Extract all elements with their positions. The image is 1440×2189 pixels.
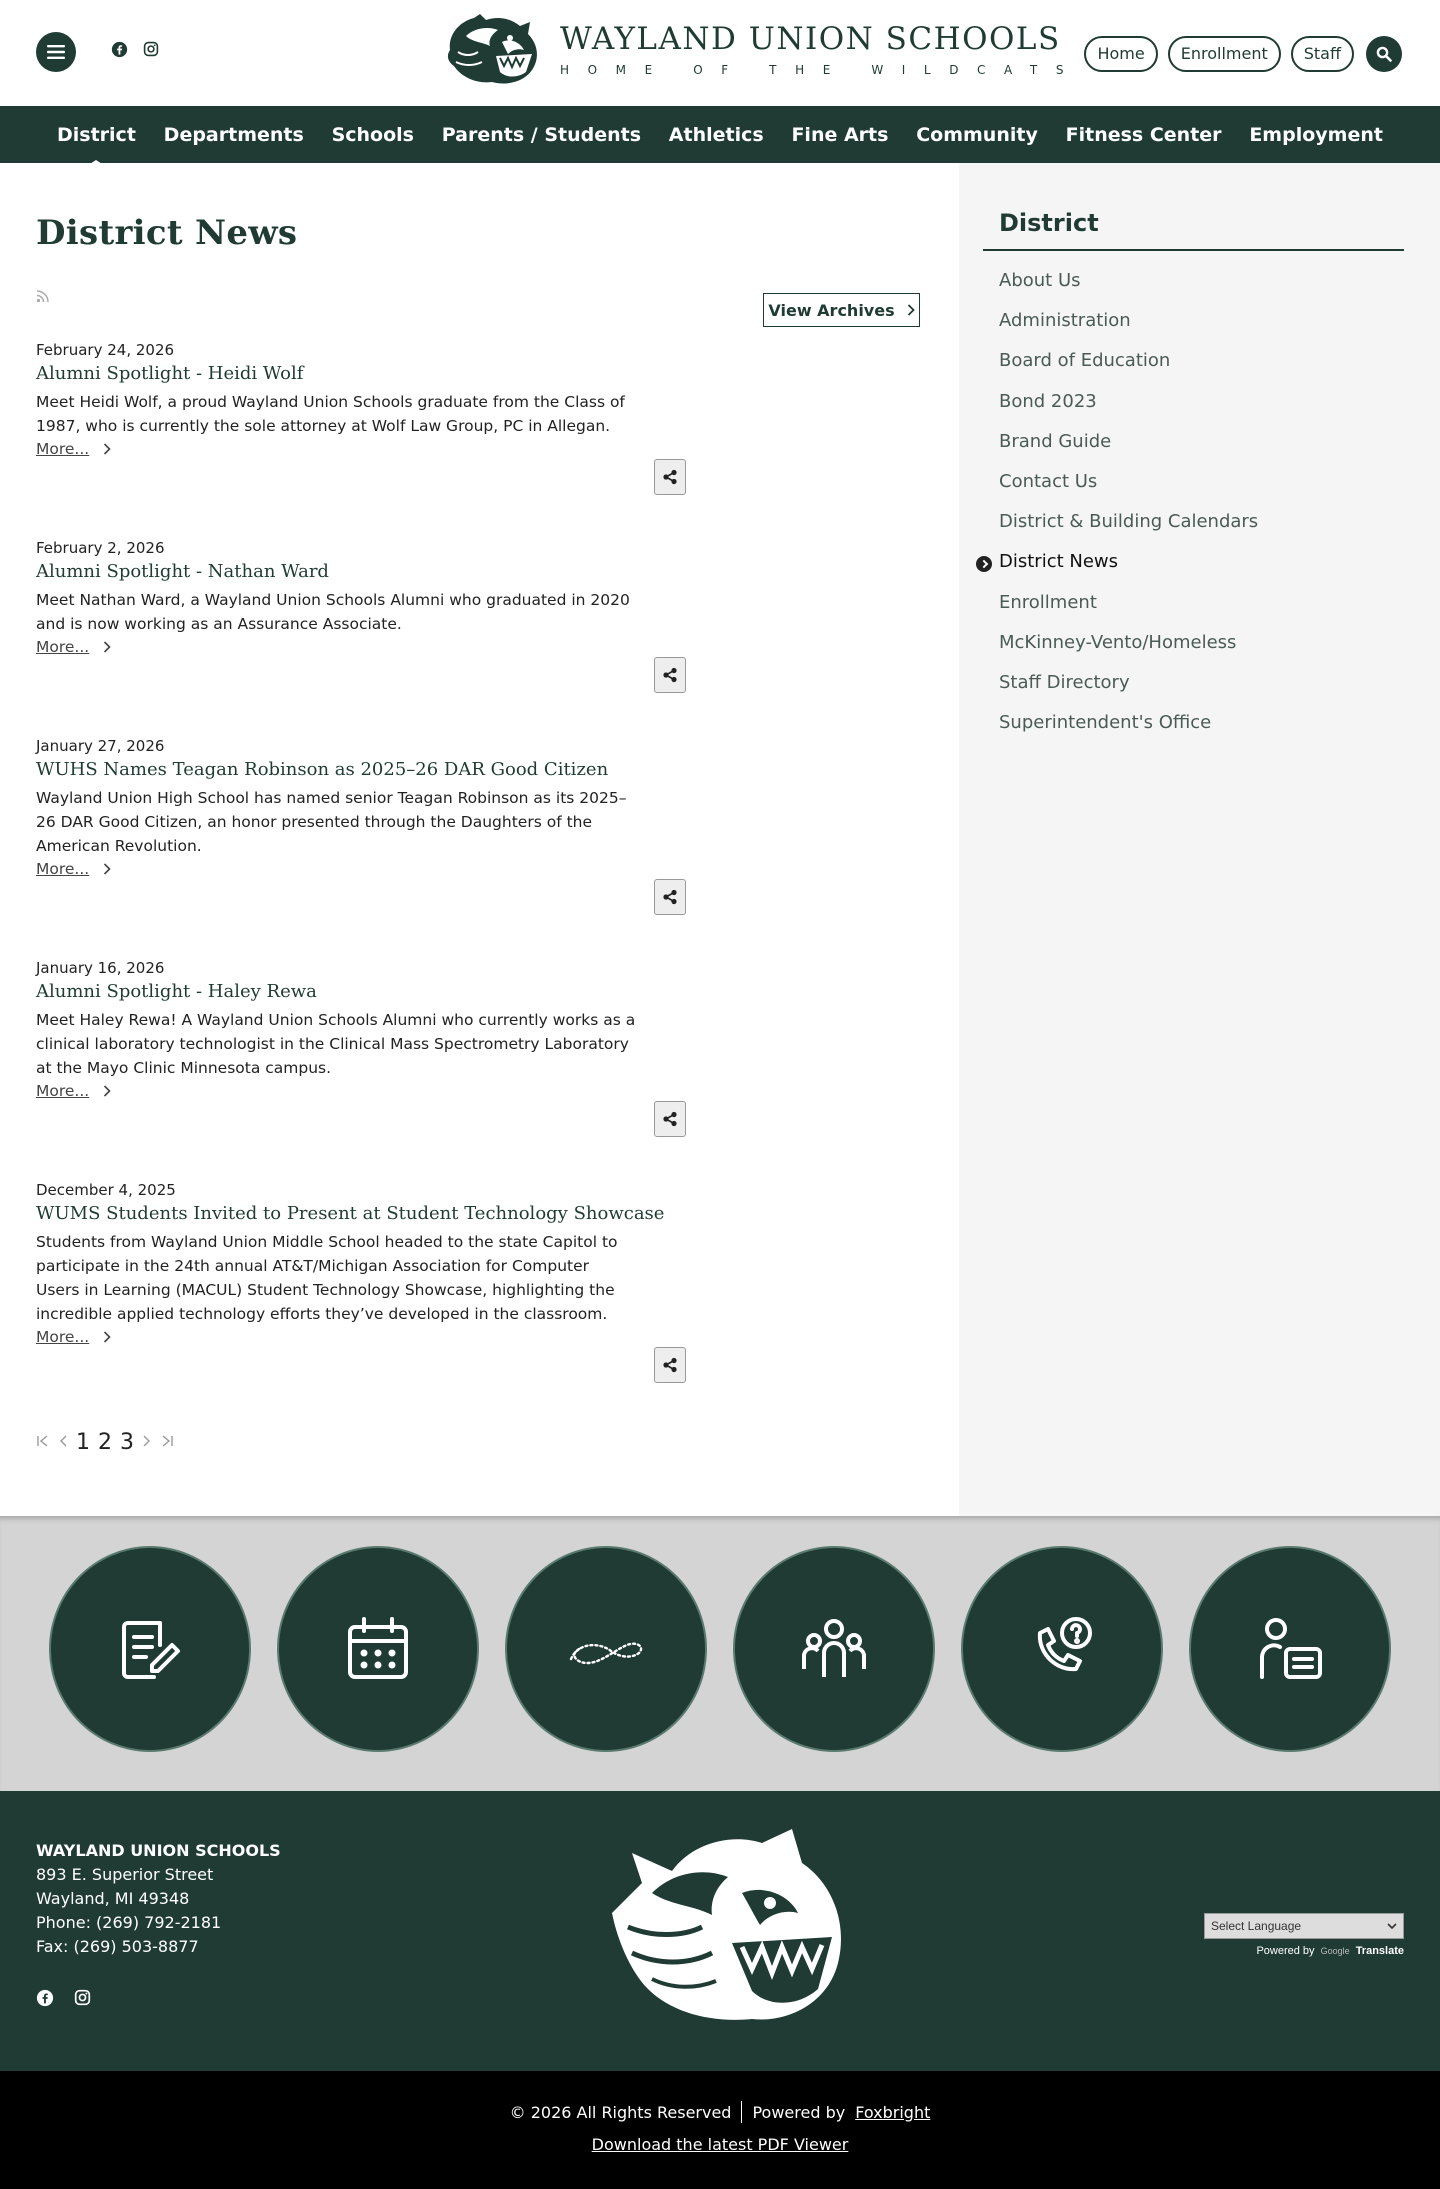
news-summary: Meet Heidi Wolf, a proud Wayland Union Schools graduate from the Class of 1987, who is currently the sole attorney at Wolf Law Group, PC in Allegan. (36, 393, 625, 435)
rss-icon[interactable] (36, 288, 50, 307)
news-title-link[interactable]: Alumni Spotlight - Heidi Wolf (36, 363, 304, 384)
chevron-right-icon (103, 863, 111, 875)
translate-powered-by (1204, 1945, 1404, 1957)
copyright-line (0, 2101, 1440, 2123)
footer-street: 893 E. Superior Street (36, 1865, 214, 1884)
header-social-links (110, 40, 160, 58)
news-item (36, 539, 686, 656)
chevron-right-icon (103, 1331, 111, 1343)
site-footer (0, 1791, 1440, 2071)
quick-links (1084, 36, 1402, 72)
phone-question-button[interactable] (961, 1546, 1163, 1752)
sidebar-item-district-news[interactable]: District News (999, 542, 1404, 582)
footer-school-name: WAYLAND UNION SCHOOLS (36, 1841, 281, 1860)
share-button[interactable] (654, 1101, 686, 1137)
instagram-icon[interactable] (142, 40, 160, 58)
news-summary: Wayland Union High School has named senior Teagan Robinson as its 2025–26 DAR Good Citizen, an honor presented through the Daughters of the American Revolution. (36, 789, 627, 855)
footer-phone: Phone: (269) 792-2181 (36, 1913, 222, 1932)
enrollment-link-button[interactable]: Enrollment (1168, 36, 1281, 72)
footer-fax: Fax: (269) 503-8877 (36, 1937, 199, 1956)
more-label: More... (36, 1082, 90, 1100)
chevron-right-icon (103, 1085, 111, 1097)
nav-item-athletics[interactable]: Athletics (668, 123, 764, 146)
sidebar-item-superintendent[interactable]: Superintendent's Office (999, 712, 1212, 734)
more-label: More... (36, 440, 90, 458)
sidebar-item-board-of-education[interactable]: Board of Education (999, 350, 1171, 372)
nav-item-employment[interactable]: Employment (1249, 123, 1383, 146)
translate-powered-label: Powered by (1256, 1945, 1315, 1957)
search-button[interactable] (1366, 36, 1402, 72)
logo-subtitle: HOME OF THE WILDCATS (560, 63, 1083, 77)
family-icon (794, 1609, 874, 1689)
chevron-right-icon (103, 443, 111, 455)
news-title-link[interactable]: WUHS Names Teagan Robinson as 2025–26 DAR Good Citizen (36, 759, 609, 780)
main-column (0, 163, 959, 1516)
page-link-3[interactable]: 3 (120, 1430, 134, 1455)
hamburger-menu-button[interactable] (36, 32, 76, 72)
wildcat-mascot-icon (592, 1823, 852, 2027)
last-page-icon[interactable] (160, 1433, 174, 1452)
footer-social-links (36, 1989, 91, 2011)
document-edit-icon (110, 1609, 190, 1689)
sidebar-item-contact-us[interactable]: Contact Us (999, 470, 1098, 492)
nav-item-fitness-center[interactable]: Fitness Center (1065, 123, 1222, 146)
bead-string-button[interactable] (505, 1546, 707, 1752)
news-summary: Meet Haley Rewa! A Wayland Union Schools Alumni who currently works as a clinical laboratory technologist in the Clinical Mass Spectrometry Laboratory at the Mayo Clinic Minnesota campus. (36, 1011, 636, 1077)
home-link-button[interactable]: Home (1084, 36, 1157, 72)
sidebar-item-administration[interactable]: Administration (999, 310, 1131, 332)
separator (741, 2101, 742, 2123)
bottom-bar (0, 2071, 1440, 2189)
share-icon (662, 667, 678, 683)
prev-page-icon[interactable] (58, 1433, 68, 1452)
staff-directory-icon (1250, 1609, 1330, 1689)
news-date: January 16, 2026 (36, 959, 165, 977)
news-date: February 24, 2026 (36, 341, 175, 359)
menu-icon (47, 45, 65, 59)
sidebar-item-brand-guide[interactable]: Brand Guide (999, 430, 1112, 452)
staff-directory-button[interactable] (1189, 1546, 1391, 1752)
translate-link[interactable]: Translate (1355, 1945, 1404, 1957)
news-item (36, 341, 686, 458)
instagram-icon[interactable] (74, 1989, 91, 2011)
chevron-down-icon (1387, 1922, 1397, 1930)
news-item (36, 737, 686, 878)
sidebar-item-calendars[interactable]: District & Building Calendars (999, 511, 1259, 533)
language-select-label: Select Language (1211, 1919, 1302, 1933)
share-button[interactable] (654, 657, 686, 693)
search-icon (1376, 46, 1392, 62)
share-button[interactable] (654, 1347, 686, 1383)
more-link[interactable] (36, 638, 686, 656)
powered-by-label: Powered by (752, 2102, 846, 2122)
news-date: February 2, 2026 (36, 539, 165, 557)
nav-item-community[interactable]: Community (916, 123, 1038, 146)
sidebar-menu (999, 261, 1404, 743)
document-edit-button[interactable] (49, 1546, 251, 1752)
page-title: District News (36, 213, 298, 253)
sidebar-item-about-us[interactable]: About Us (999, 270, 1081, 291)
more-link[interactable] (36, 440, 686, 458)
sidebar-item-mckinney-vento[interactable]: McKinney-Vento/Homeless (999, 631, 1237, 653)
news-summary: Meet Nathan Ward, a Wayland Union Schools Alumni who graduated in 2020 and is now working as an Assurance Associate. (36, 591, 630, 633)
more-link[interactable] (36, 860, 686, 878)
sidebar-item-enrollment[interactable]: Enrollment (999, 591, 1097, 613)
more-link[interactable] (36, 1082, 686, 1100)
news-summary: Students from Wayland Union Middle School headed to the state Capitol to participate in the 24th annual AT&T/Michigan Association for Computer Users in Learning (MACUL) Student Technology Showcase, highlighting the incredible applied technology efforts they’ve developed in the classroom. (36, 1233, 618, 1323)
sidebar (959, 163, 1440, 1516)
next-page-icon[interactable] (142, 1433, 152, 1452)
nav-item-parents-students[interactable]: Parents / Students (441, 123, 642, 146)
nav-item-departments[interactable]: Departments (163, 123, 304, 146)
copyright-text: © 2026 All Rights Reserved (509, 2102, 732, 2122)
wildcat-logo-icon (444, 12, 544, 86)
facebook-icon[interactable] (36, 1989, 54, 2011)
more-label: More... (36, 638, 90, 656)
page-link-1[interactable]: 1 (76, 1430, 90, 1455)
calendar-icon (338, 1609, 418, 1689)
staff-link-button[interactable]: Staff (1291, 36, 1354, 72)
facebook-icon[interactable] (110, 40, 128, 58)
news-date: December 4, 2025 (36, 1181, 176, 1199)
sidebar-title: District (983, 209, 1404, 251)
more-label: More... (36, 860, 90, 878)
foxbright-link[interactable]: Foxbright (855, 2102, 931, 2122)
google-logo-text: Google (1320, 1946, 1350, 1956)
pdf-viewer-link[interactable]: Download the latest PDF Viewer (591, 2135, 849, 2154)
more-link[interactable] (36, 1328, 686, 1346)
site-logo[interactable] (444, 12, 1082, 86)
main-navigation (0, 106, 1440, 163)
footer-address (36, 1839, 281, 1959)
sidebar-item-bond-2023[interactable]: Bond 2023 (999, 390, 1097, 412)
news-item (36, 959, 686, 1100)
site-header (0, 0, 1440, 106)
share-icon (662, 469, 678, 485)
family-button[interactable] (733, 1546, 935, 1752)
share-icon (662, 1111, 678, 1127)
language-select[interactable] (1204, 1913, 1404, 1939)
chevron-right-icon (103, 641, 111, 653)
news-item (36, 1181, 686, 1346)
share-icon (662, 1357, 678, 1373)
news-date: January 27, 2026 (36, 737, 165, 755)
bead-string-icon (561, 1619, 651, 1679)
page-link-2[interactable]: 2 (98, 1430, 112, 1455)
first-page-icon[interactable] (36, 1433, 50, 1452)
logo-title: WAYLAND UNION SCHOOLS (560, 21, 1061, 57)
footer-city: Wayland, MI 49348 (36, 1889, 190, 1908)
chevron-right-icon (907, 304, 915, 316)
nav-item-district[interactable]: District (57, 123, 136, 146)
pagination (36, 1430, 174, 1455)
nav-item-fine-arts[interactable]: Fine Arts (791, 123, 889, 146)
page-content (0, 163, 1440, 1516)
share-icon (662, 889, 678, 905)
quick-icon-band (0, 1516, 1440, 1791)
google-translate-widget (1204, 1913, 1404, 1957)
nav-item-schools[interactable]: Schools (331, 123, 414, 146)
calendar-button[interactable] (277, 1546, 479, 1752)
phone-question-icon (1022, 1609, 1102, 1689)
more-label: More... (36, 1328, 90, 1346)
view-archives-label: View Archives (768, 300, 895, 320)
share-button[interactable] (654, 879, 686, 915)
view-archives-button[interactable] (763, 293, 920, 327)
sidebar-item-staff-directory[interactable]: Staff Directory (999, 671, 1130, 693)
news-title-link[interactable]: Alumni Spotlight - Nathan Ward (36, 561, 329, 582)
news-title-link[interactable]: Alumni Spotlight - Haley Rewa (36, 981, 317, 1002)
share-button[interactable] (654, 459, 686, 495)
news-title-link[interactable]: WUMS Students Invited to Present at Student Technology Showcase (36, 1203, 665, 1224)
